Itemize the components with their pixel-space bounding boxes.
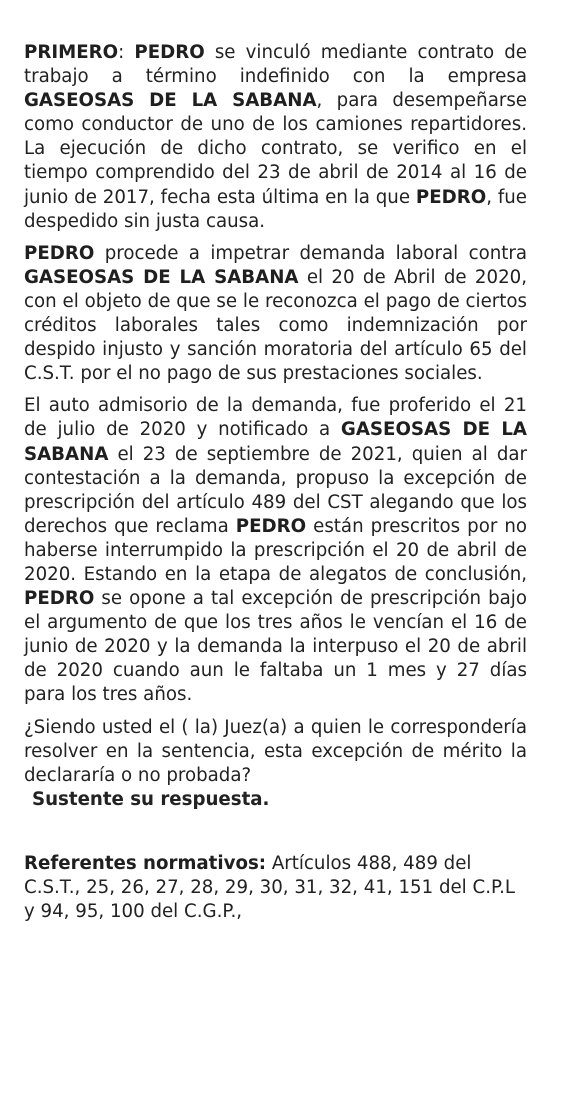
references-text: Artículos 488, 489 del C.S.T., 25, 26, 27, 28, 29, 30, 31, 32, 41, 151 del C.P.L y 94, 95, 100 del C.G.P., [24, 852, 516, 923]
text-span: El auto admisorio de la demanda, fue proferido el 21 de julio de 2020 y notificado a [24, 395, 527, 441]
text-span: : [118, 42, 135, 63]
text-span: , para desempeñarse como conductor de uno de los camiones repartidores. La ejecución de dicho contrato, se verifico en el tiempo comprendido del 23 de abril de 2014 al 16 de junio de 2017, fecha esta última en la que [24, 90, 527, 208]
company-name: GASEOSAS DE LA SABANA [24, 419, 527, 465]
text-span: , fue despedido sin justa causa. [24, 186, 527, 232]
name-pedro: PEDRO [134, 42, 205, 63]
document-text [24, 41, 527, 924]
primero-heading: PRIMERO [24, 42, 119, 63]
text-span: el 23 de septiembre de 2021, quien al dar contestación a la demanda, propuso la excepción de prescripción del artículo 489 del CST alegando que los derechos que reclama [24, 443, 527, 537]
name-pedro: PEDRO [415, 186, 487, 208]
name-pedro: PEDRO [235, 515, 307, 537]
instruction-text: Sustente su respuesta. [32, 788, 270, 810]
paragraph-demanda [24, 242, 527, 387]
text-span: se vinculó mediante contrato de trabajo a término indefinido con la empresa [24, 42, 527, 88]
name-pedro: PEDRO [24, 242, 95, 264]
company-name: GASEOSAS DE LA SABANA [24, 90, 317, 112]
text-span: el 20 de Abril de 2020, con el objeto de que se le reconozca el pago de ciertos créditos laborales tales como indemnización por despido injusto y sanción moratoria del artículo 65 del C.S.T. por el no pago de sus prestaciones sociales. [24, 266, 527, 385]
paragraph-auto-admisorio [24, 394, 527, 707]
references-label: Referentes normativos: [24, 852, 267, 874]
company-name: GASEOSAS DE LA SABANA [24, 266, 299, 288]
paragraph-primero [24, 41, 527, 234]
question-paragraph: ¿Siendo usted el ( la) Juez(a) a quien le correspondería resolver en la sentencia, esta excepción de mérito la declararía o no probada? [24, 716, 527, 786]
text-span: procede a impetrar demanda laboral contra [94, 242, 527, 264]
text-span: se opone a tal excepción de prescripción bajo el argumento de que los tres años le vencían el 16 de junio de 2020 y la demanda la interpuso el 20 de abril de 2020 cuando aun le faltaba un 1 mes y 27 días para los tres años. [24, 588, 527, 706]
name-pedro: PEDRO [24, 588, 95, 610]
references-paragraph [24, 852, 527, 924]
text-span: están prescritos por no haberse interrumpido la prescripción el 20 de abril de 2020. Estando en la etapa de alegatos de conclusión, [24, 515, 527, 585]
